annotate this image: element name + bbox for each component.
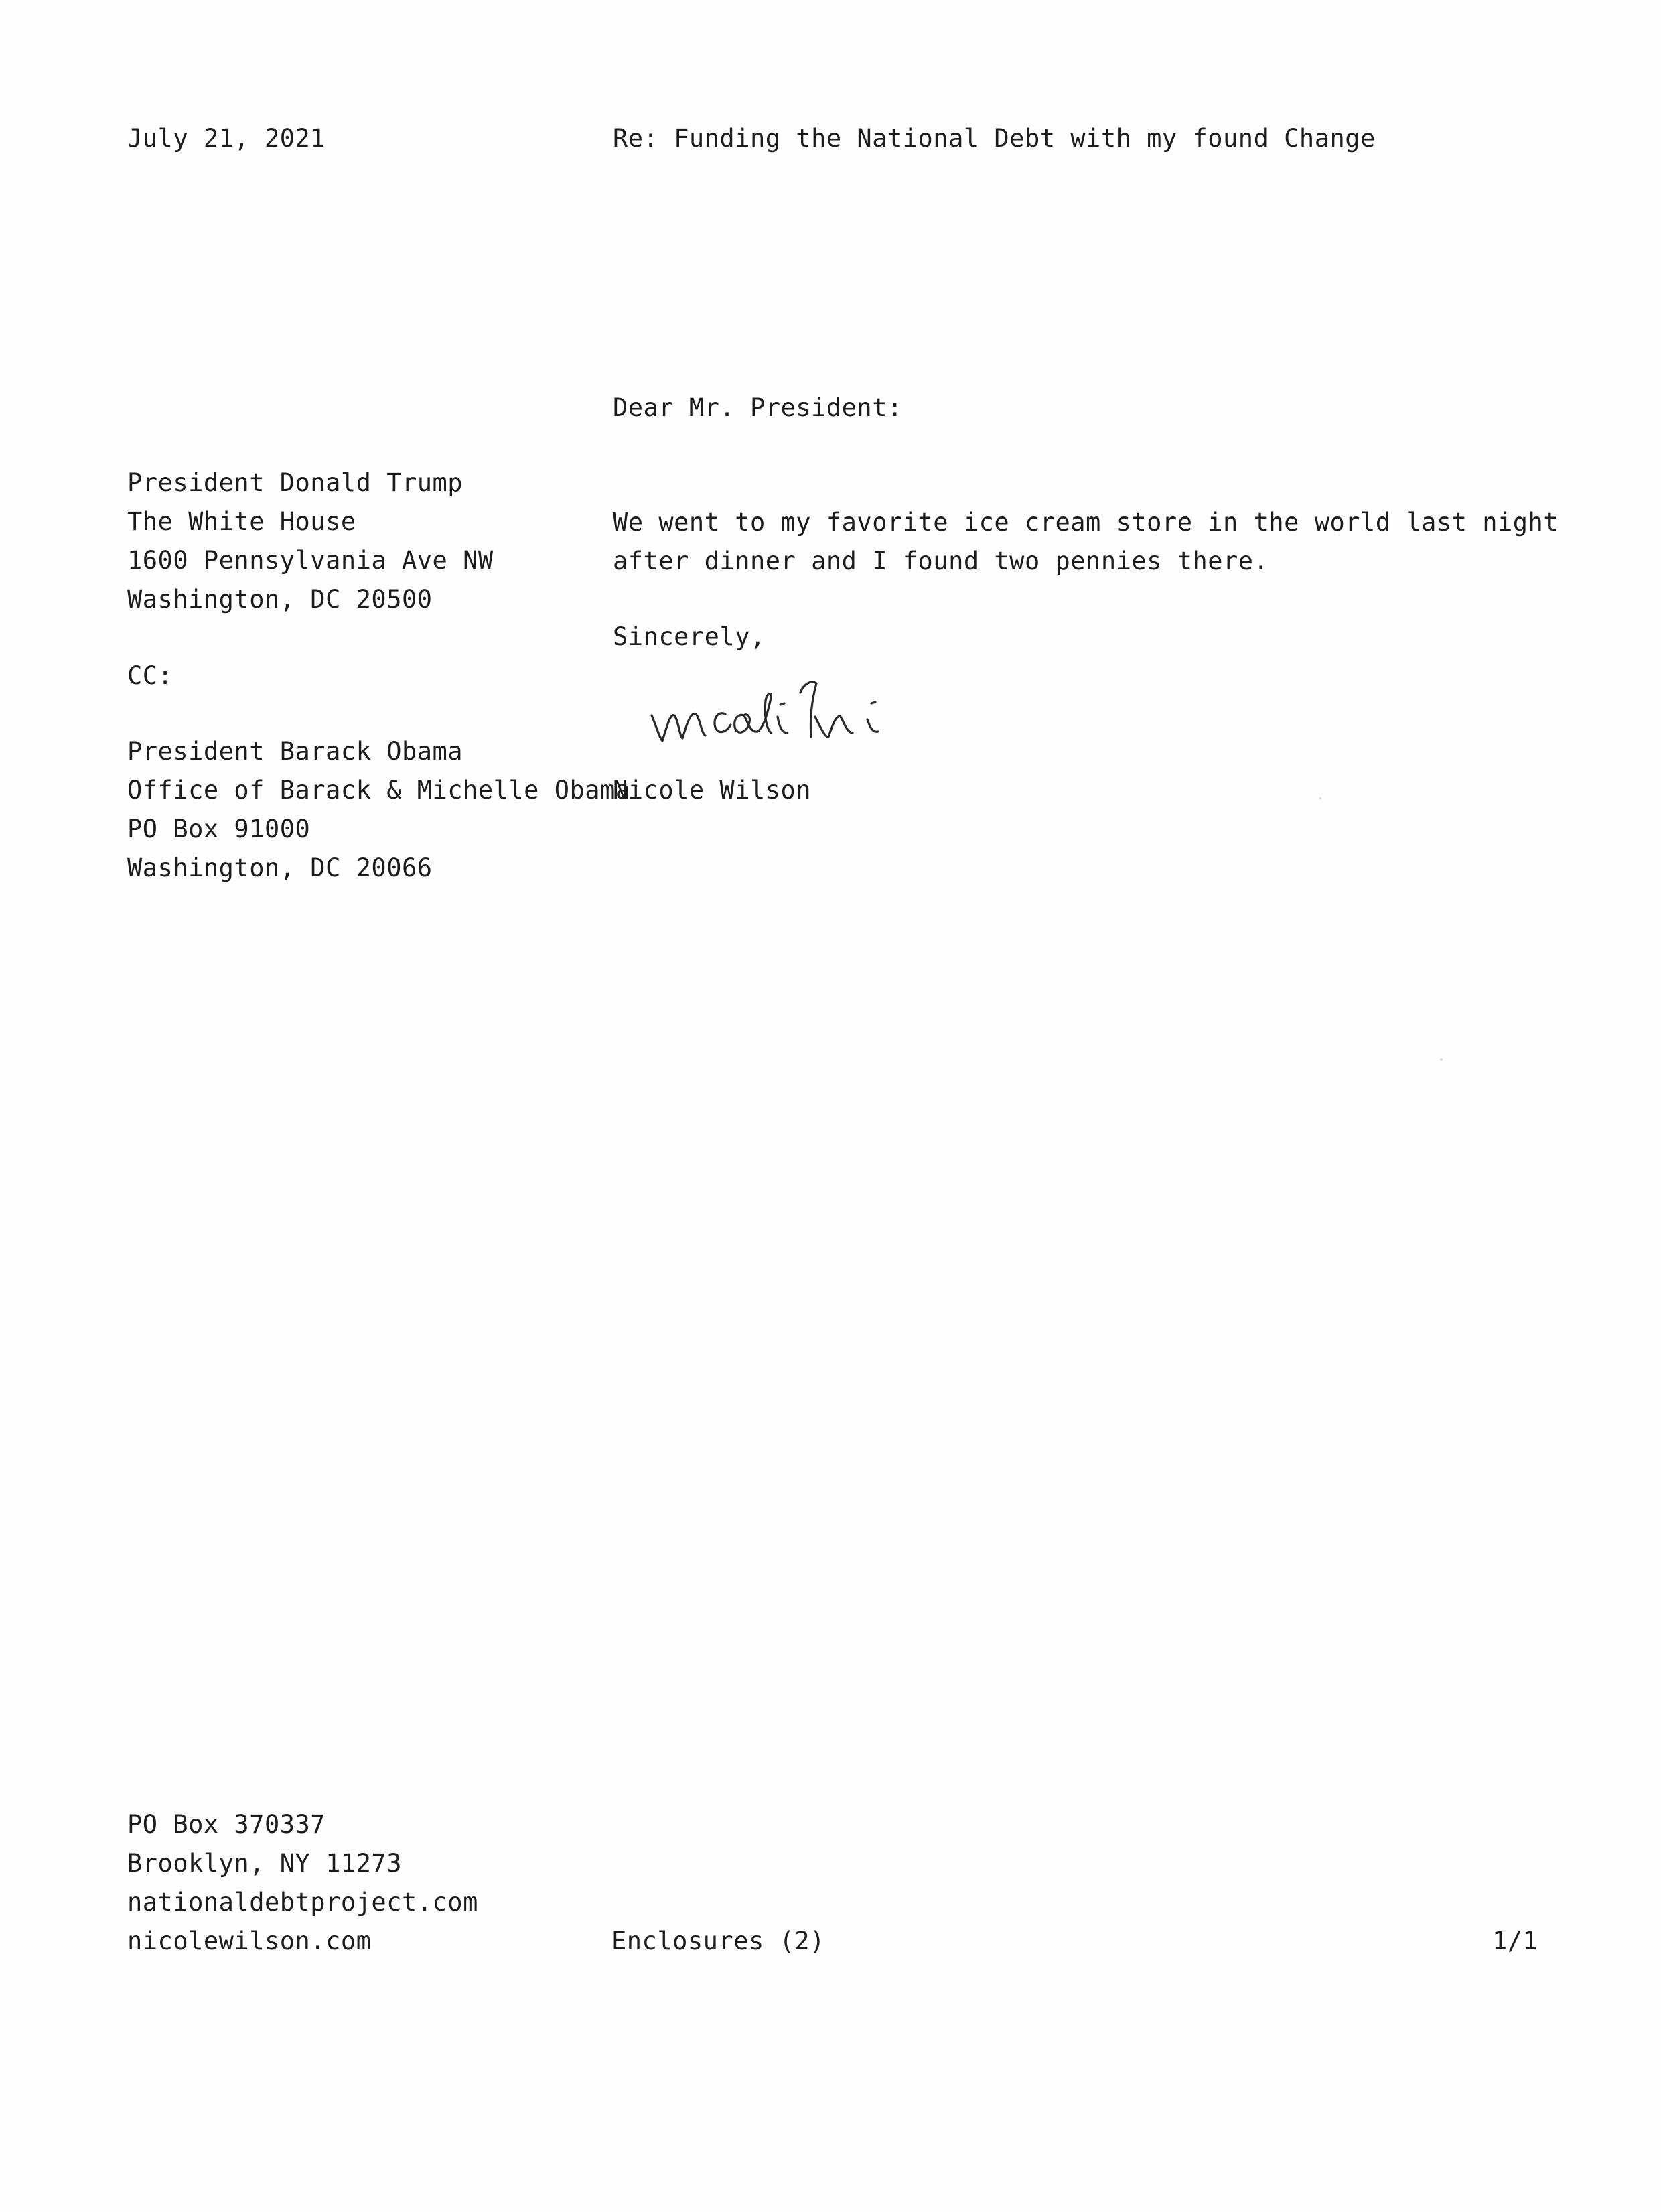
enclosures-note: Enclosures (2) xyxy=(611,1927,825,1955)
scan-speck xyxy=(1319,797,1321,799)
letter-subject: Re: Funding the National Debt with my found Change xyxy=(613,124,1376,153)
scan-speck xyxy=(1440,1058,1443,1061)
footer-address-line: nationaldebtproject.com xyxy=(127,1888,478,1917)
letter-date: July 21, 2021 xyxy=(127,124,326,153)
body-line: after dinner and I found two pennies there. xyxy=(613,547,1269,575)
page-number: 1/1 xyxy=(1492,1927,1538,1955)
recipient-line: 1600 Pennsylvania Ave NW xyxy=(127,546,494,575)
cc-recipient-line: President Barack Obama xyxy=(127,737,463,766)
handwritten-signature xyxy=(646,663,981,757)
letter-body xyxy=(613,503,1559,581)
footer-address-line: nicolewilson.com xyxy=(127,1927,372,1955)
footer-address-line: PO Box 370337 xyxy=(127,1810,326,1839)
recipient-line: Washington, DC 20500 xyxy=(127,585,433,614)
cc-recipient-line: Washington, DC 20066 xyxy=(127,853,433,882)
cc-recipient-address xyxy=(127,732,631,888)
salutation: Dear Mr. President: xyxy=(613,393,903,422)
recipient-line: The White House xyxy=(127,507,356,536)
cc-recipient-line: PO Box 91000 xyxy=(127,815,311,843)
recipient-address xyxy=(127,464,494,619)
recipient-line: President Donald Trump xyxy=(127,468,463,497)
body-line: We went to my favorite ice cream store in the world last night xyxy=(613,508,1559,537)
footer-address-line: Brooklyn, NY 11273 xyxy=(127,1849,402,1878)
footer-address xyxy=(127,1805,478,1961)
closing: Sincerely, xyxy=(613,622,766,651)
sender-name: Nicole Wilson xyxy=(613,776,812,805)
cc-recipient-line: Office of Barack & Michelle Obama xyxy=(127,776,631,805)
cc-label: CC: xyxy=(127,661,173,690)
